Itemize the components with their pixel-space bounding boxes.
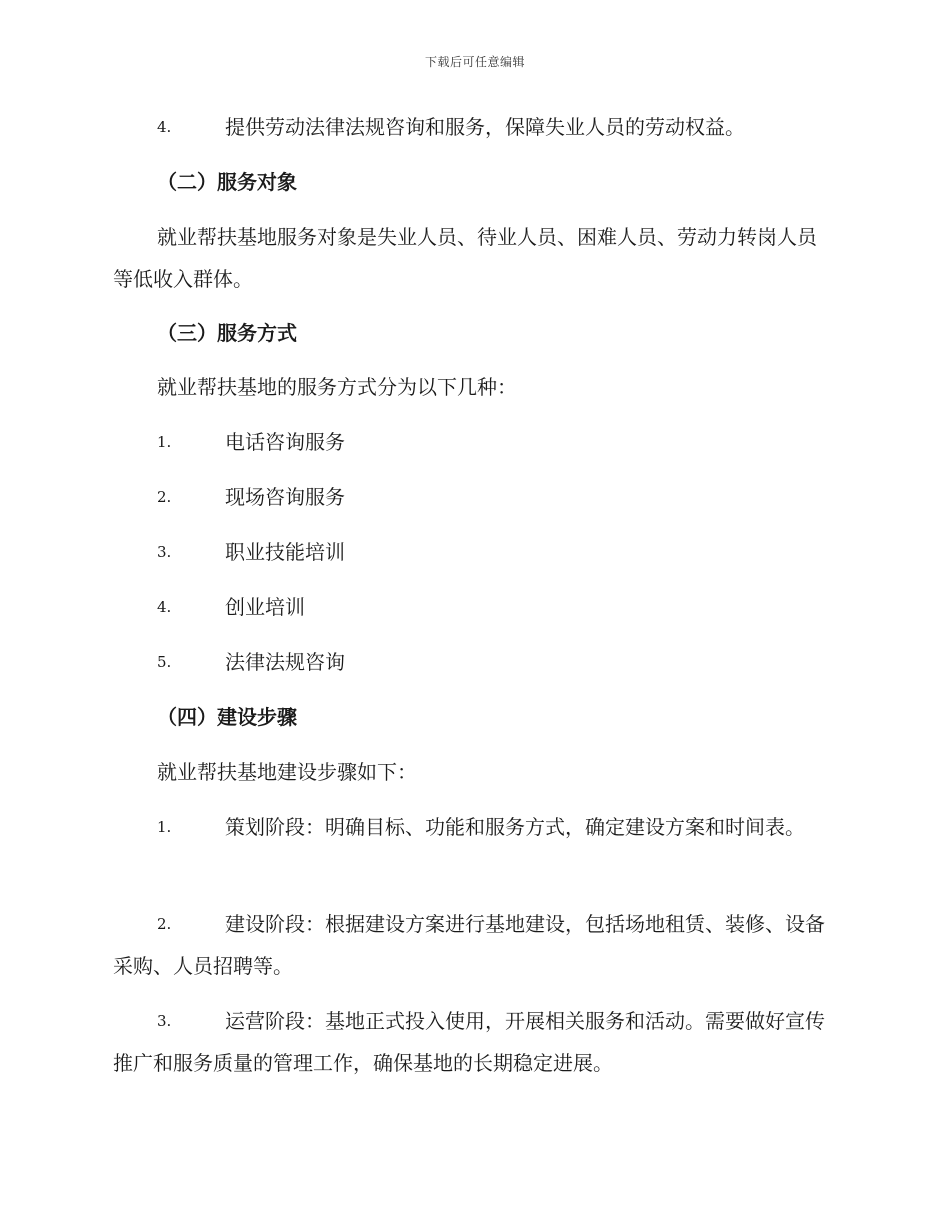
paragraph-construction-steps: 就业帮扶基地建设步骤如下： xyxy=(157,760,417,784)
list-item-number: 2. xyxy=(157,915,172,933)
paragraph-service-methods: 就业帮扶基地的服务方式分为以下几种： xyxy=(157,375,517,399)
list-item-text: 策划阶段：明确目标、功能和服务方式，确定建设方案和时间表。 xyxy=(225,815,805,839)
list-item xyxy=(113,586,833,628)
list-item xyxy=(113,531,833,573)
list-item-text: 创业培训 xyxy=(225,595,305,619)
list-item-number: 2. xyxy=(157,488,172,506)
list-item xyxy=(113,903,833,987)
list-item-text: 建设阶段：根据建设方案进行基地建设，包括场地租赁、装修、设备采购、人员招聘等。 xyxy=(113,912,825,978)
section-heading-service-methods: （三）服务方式 xyxy=(157,321,297,345)
list-item-number: 4. xyxy=(157,598,172,616)
list-item-text: 现场咨询服务 xyxy=(225,485,345,509)
list-item xyxy=(113,421,833,463)
list-item-text: 提供劳动法律法规咨询和服务，保障失业人员的劳动权益。 xyxy=(225,115,745,139)
list-item-text: 法律法规咨询 xyxy=(225,650,345,674)
list-item xyxy=(113,476,833,518)
list-item xyxy=(113,641,833,683)
list-item-number: 1. xyxy=(157,433,172,451)
list-item-number: 3. xyxy=(157,1012,172,1030)
list-item-number: 5. xyxy=(157,653,172,671)
list-item xyxy=(113,1000,833,1084)
section-heading-service-targets: （二）服务对象 xyxy=(157,170,297,194)
list-item xyxy=(113,106,833,148)
list-item xyxy=(113,806,833,848)
list-item-text: 电话咨询服务 xyxy=(225,430,345,454)
paragraph-service-targets: 就业帮扶基地服务对象是失业人员、待业人员、困难人员、劳动力转岗人员等低收入群体。 xyxy=(113,225,817,291)
list-item-number: 4. xyxy=(157,118,172,136)
list-item-number: 3. xyxy=(157,543,172,561)
list-item-number: 1. xyxy=(157,818,172,836)
list-item-text: 职业技能培训 xyxy=(225,540,345,564)
section-heading-construction-steps: （四）建设步骤 xyxy=(157,705,297,729)
page-header-note: 下载后可任意编辑 xyxy=(424,55,525,69)
list-item-text: 运营阶段：基地正式投入使用，开展相关服务和活动。需要做好宣传推广和服务质量的管理工作，确保基地的长期稳定进展。 xyxy=(113,1009,825,1075)
